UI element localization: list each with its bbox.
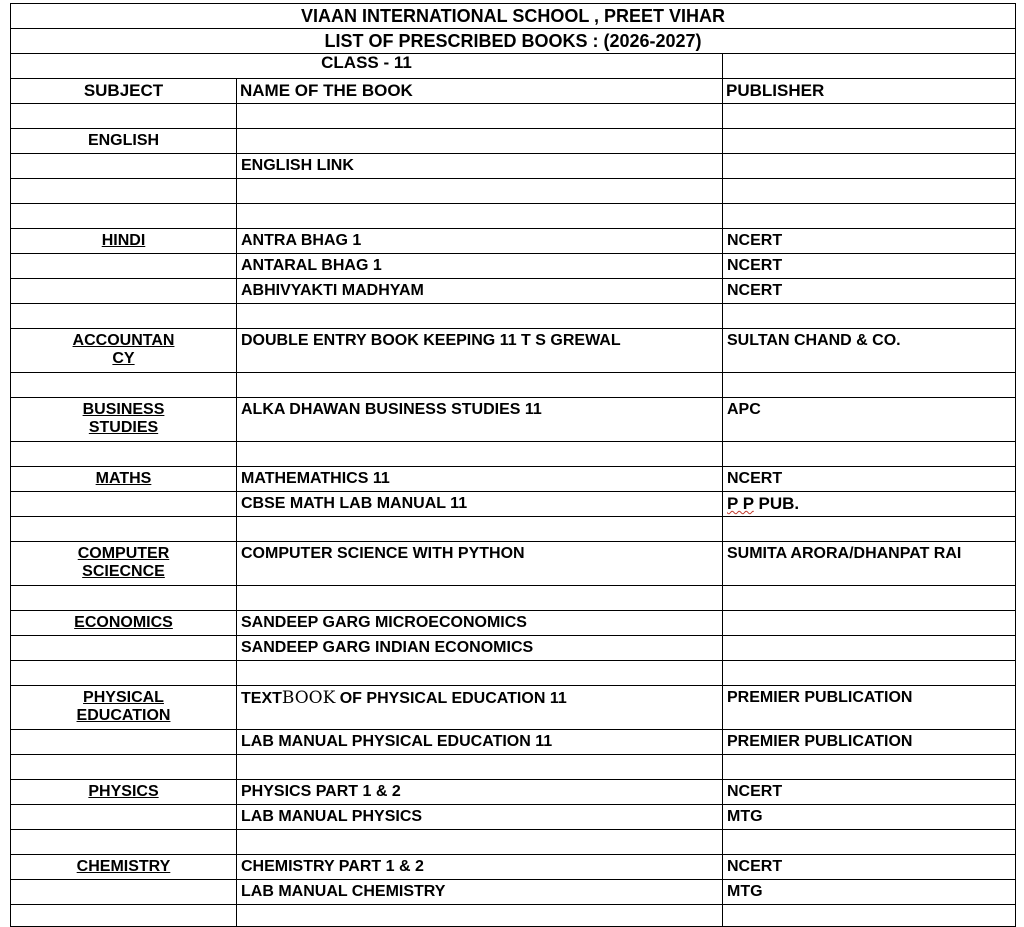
book-cell xyxy=(237,686,723,730)
subject-name: MATHS xyxy=(95,470,152,487)
table-row xyxy=(11,905,1016,927)
publisher-cell: APC xyxy=(723,398,1016,442)
subject-name: ENGLISH xyxy=(87,132,160,149)
subject-cell xyxy=(11,780,237,805)
table-row xyxy=(11,686,1016,730)
table-row xyxy=(11,373,1016,398)
table-row xyxy=(11,830,1016,855)
subject-cell xyxy=(11,686,237,730)
subject-cell xyxy=(11,129,237,154)
table-row xyxy=(11,517,1016,542)
table-row xyxy=(11,229,1016,254)
table-row xyxy=(11,442,1016,467)
subject-name: ECONOMICS xyxy=(74,614,173,631)
table-row xyxy=(11,179,1016,204)
subject-name-line1: BUSINESS xyxy=(82,401,165,418)
book-column-header: NAME OF THE BOOK xyxy=(237,79,723,104)
table-row xyxy=(11,586,1016,611)
table-row xyxy=(11,398,1016,442)
publisher-cell: MTG xyxy=(723,880,1016,905)
book-cell: MATHEMATHICS 11 xyxy=(237,467,723,492)
publisher-cell xyxy=(723,492,1016,517)
book-cell: PHYSICS PART 1 & 2 xyxy=(237,780,723,805)
publisher-cell: SULTAN CHAND & CO. xyxy=(723,329,1016,373)
book-cell: ANTRA BHAG 1 xyxy=(237,229,723,254)
book-part: OF PHYSICAL EDUCATION 11 xyxy=(335,690,567,707)
table-row xyxy=(11,492,1016,517)
table-row xyxy=(11,129,1016,154)
title-row xyxy=(11,4,1016,29)
book-part: TEXT xyxy=(241,690,282,707)
subject-name-line1: COMPUTER xyxy=(77,545,170,562)
publisher-cell: PREMIER PUBLICATION xyxy=(723,730,1016,755)
title-row xyxy=(11,29,1016,54)
table-row xyxy=(11,880,1016,905)
subject-name-line1: ACCOUNTAN xyxy=(72,332,175,349)
publisher-cell: NCERT xyxy=(723,467,1016,492)
publisher-part: PUB. xyxy=(753,494,800,513)
subject-name-line2: STUDIES xyxy=(88,419,159,436)
book-cell: ALKA DHAWAN BUSINESS STUDIES 11 xyxy=(237,398,723,442)
publisher-column-header: PUBLISHER xyxy=(723,79,1016,104)
subject-name-line2: EDUCATION xyxy=(76,707,171,724)
subject-cell xyxy=(11,329,237,373)
publisher-cell: NCERT xyxy=(723,254,1016,279)
table-row xyxy=(11,104,1016,129)
subject-name: CHEMISTRY xyxy=(76,858,171,875)
table-row xyxy=(11,304,1016,329)
subject-cell xyxy=(11,855,237,880)
class-label: CLASS - 11 xyxy=(11,54,723,79)
book-cell: DOUBLE ENTRY BOOK KEEPING 11 T S GREWAL xyxy=(237,329,723,373)
subject-name: PHYSICS xyxy=(88,783,159,800)
publisher-cell: PREMIER PUBLICATION xyxy=(723,686,1016,730)
book-cell: CHEMISTRY PART 1 & 2 xyxy=(237,855,723,880)
empty-cell xyxy=(723,54,1016,79)
book-cell: LAB MANUAL CHEMISTRY xyxy=(237,880,723,905)
table-row xyxy=(11,755,1016,780)
table-row xyxy=(11,730,1016,755)
subject-cell xyxy=(11,398,237,442)
publisher-cell: NCERT xyxy=(723,855,1016,880)
book-cell: LAB MANUAL PHYSICS xyxy=(237,805,723,830)
publisher-cell: NCERT xyxy=(723,229,1016,254)
book-part: BOOK xyxy=(281,688,336,708)
subject-cell xyxy=(11,229,237,254)
book-cell: ENGLISH LINK xyxy=(237,154,723,179)
table-row xyxy=(11,611,1016,636)
table-row xyxy=(11,780,1016,805)
book-cell: ABHIVYAKTI MADHYAM xyxy=(237,279,723,304)
list-title: LIST OF PRESCRIBED BOOKS : (2026-2027) xyxy=(11,29,1016,54)
table-row xyxy=(11,661,1016,686)
table-row xyxy=(11,254,1016,279)
book-cell: SANDEEP GARG MICROECONOMICS xyxy=(237,611,723,636)
table-row xyxy=(11,855,1016,880)
school-name: VIAAN INTERNATIONAL SCHOOL , PREET VIHAR xyxy=(11,4,1016,29)
publisher-cell: NCERT xyxy=(723,780,1016,805)
book-cell: COMPUTER SCIENCE WITH PYTHON xyxy=(237,542,723,586)
class-row xyxy=(11,54,1016,79)
subject-name-line2: SCIECNCE xyxy=(82,563,165,580)
table-row xyxy=(11,542,1016,586)
book-list-table xyxy=(10,3,1016,927)
table-row xyxy=(11,154,1016,179)
subject-name: HINDI xyxy=(101,232,146,249)
subject-cell xyxy=(11,542,237,586)
subject-name-line1: PHYSICAL xyxy=(83,689,164,706)
table-row xyxy=(11,329,1016,373)
table-row xyxy=(11,636,1016,661)
table-row xyxy=(11,204,1016,229)
publisher-cell: SUMITA ARORA/DHANPAT RAI xyxy=(723,542,1016,586)
book-cell: CBSE MATH LAB MANUAL 11 xyxy=(237,492,723,517)
publisher-cell: NCERT xyxy=(723,279,1016,304)
subject-column-header: SUBJECT xyxy=(11,79,237,104)
column-header-row xyxy=(11,79,1016,104)
subject-cell xyxy=(11,611,237,636)
book-cell: LAB MANUAL PHYSICAL EDUCATION 11 xyxy=(237,730,723,755)
book-cell: SANDEEP GARG INDIAN ECONOMICS xyxy=(237,636,723,661)
subject-cell xyxy=(11,467,237,492)
publisher-part: P P xyxy=(727,494,754,513)
table-row xyxy=(11,467,1016,492)
book-cell: ANTARAL BHAG 1 xyxy=(237,254,723,279)
subject-name-line2: CY xyxy=(112,350,135,367)
table-row xyxy=(11,805,1016,830)
publisher-cell: MTG xyxy=(723,805,1016,830)
table-row xyxy=(11,279,1016,304)
